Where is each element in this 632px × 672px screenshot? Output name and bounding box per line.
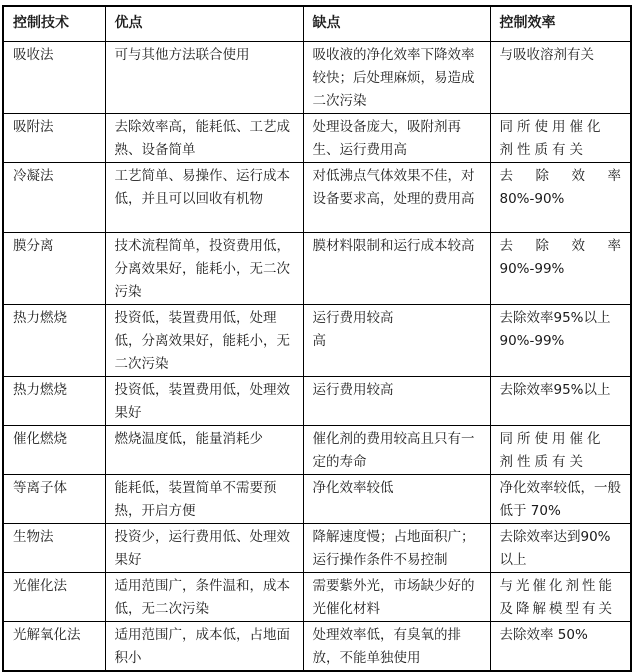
cell-disadvantages: 催化剂的费用较高且只有一定的寿命 [303,425,490,474]
cell-advantages: 技术流程简单，投资费用低，分离效果好，能耗小，无二次污染 [105,232,303,304]
disadvantage-line: 运行费用较高 [312,309,394,326]
table-row [3,621,631,671]
cell-disadvantages: 需要紫外光，市场缺少好的光催化材料 [303,572,490,621]
efficiency-label: 去除效率 [499,167,621,184]
cell-advantages: 投资低，装置费用低，处理低，分离效果好，能耗小，无二次污染 [105,304,303,376]
cell-advantages: 投资低，装置费用低，处理效果好 [105,376,303,425]
cell-technology: 光催化法 [3,572,105,621]
cell-technology: 热力燃烧 [3,376,105,425]
cell-advantages: 投资少，运行费用低、处理效果好 [105,523,303,572]
efficiency-range: 90%-99% [499,332,565,349]
efficiency-label: 去除效率 [499,237,621,254]
cell-advantages: 适用范围广，成本低，占地面积小 [105,621,303,671]
cell-disadvantages [303,304,490,376]
cell-technology: 生物法 [3,523,105,572]
cell-disadvantages: 膜材料限制和运行成本较高 [303,232,490,304]
cell-efficiency: 去除效率 50% [490,621,631,671]
cell-efficiency [490,232,631,304]
cell-efficiency: 去除效率达到90%以上 [490,523,631,572]
cell-advantages: 去除效率高，能耗低、工艺成熟、设备简单 [105,113,303,162]
cell-disadvantages: 处理设备庞大，吸附剂再生、运行费用高 [303,113,490,162]
cell-efficiency: 同所使用催化剂性质有关 [490,113,631,162]
table-row [3,41,631,113]
cell-efficiency: 与吸收溶剂有关 [490,41,631,113]
table-row [3,572,631,621]
cell-technology: 热力燃烧 [3,304,105,376]
cell-advantages: 能耗低，装置简单不需要预热，开启方便 [105,474,303,523]
cell-technology: 等离子体 [3,474,105,523]
cell-efficiency [490,162,631,232]
header-row [3,6,631,41]
voc-control-technology-table [2,5,632,672]
table-row [3,304,631,376]
cell-disadvantages: 运行费用较高 [303,376,490,425]
cell-efficiency [490,304,631,376]
table-row [3,162,631,232]
cell-advantages: 工艺简单、易操作、运行成本低，并且可以回收有机物 [105,162,303,232]
cell-technology: 吸附法 [3,113,105,162]
efficiency-label: 去除效率95%以上 [499,309,611,326]
efficiency-range: 80%-90% [499,190,565,207]
cell-advantages: 燃烧温度低，能量消耗少 [105,425,303,474]
cell-disadvantages: 吸收液的净化效率下降效率较快；后处理麻烦，易造成二次污染 [303,41,490,113]
cell-technology: 吸收法 [3,41,105,113]
header-disadvantages: 缺点 [303,6,490,41]
header-control-efficiency: 控制效率 [490,6,631,41]
cell-technology: 催化燃烧 [3,425,105,474]
efficiency-range: 90%-99% [499,260,565,277]
cell-disadvantages: 净化效率较低 [303,474,490,523]
cell-efficiency: 净化效率较低，一般低于 70% [490,474,631,523]
cell-advantages: 适用范围广，条件温和，成本低，无二次污染 [105,572,303,621]
cell-disadvantages: 降解速度慢；占地面积广；运行操作条件不易控制 [303,523,490,572]
cell-technology: 冷凝法 [3,162,105,232]
header-advantages: 优点 [105,6,303,41]
cell-efficiency: 同所使用催化剂性质有关 [490,425,631,474]
cell-technology: 膜分离 [3,232,105,304]
table-row [3,232,631,304]
disadvantage-line: 高 [312,332,326,349]
table-row [3,376,631,425]
header-control-technology: 控制技术 [3,6,105,41]
cell-efficiency: 与光催化剂性能及降解模型有关 [490,572,631,621]
table-row [3,113,631,162]
cell-disadvantages: 处理效率低，有臭氧的排放，不能单独使用 [303,621,490,671]
table-row [3,425,631,474]
cell-advantages: 可与其他方法联合使用 [105,41,303,113]
cell-disadvantages: 对低沸点气体效果不佳，对设备要求高，处理的费用高 [303,162,490,232]
table-row [3,523,631,572]
cell-efficiency: 去除效率95%以上 [490,376,631,425]
cell-technology: 光解氧化法 [3,621,105,671]
table-row [3,474,631,523]
